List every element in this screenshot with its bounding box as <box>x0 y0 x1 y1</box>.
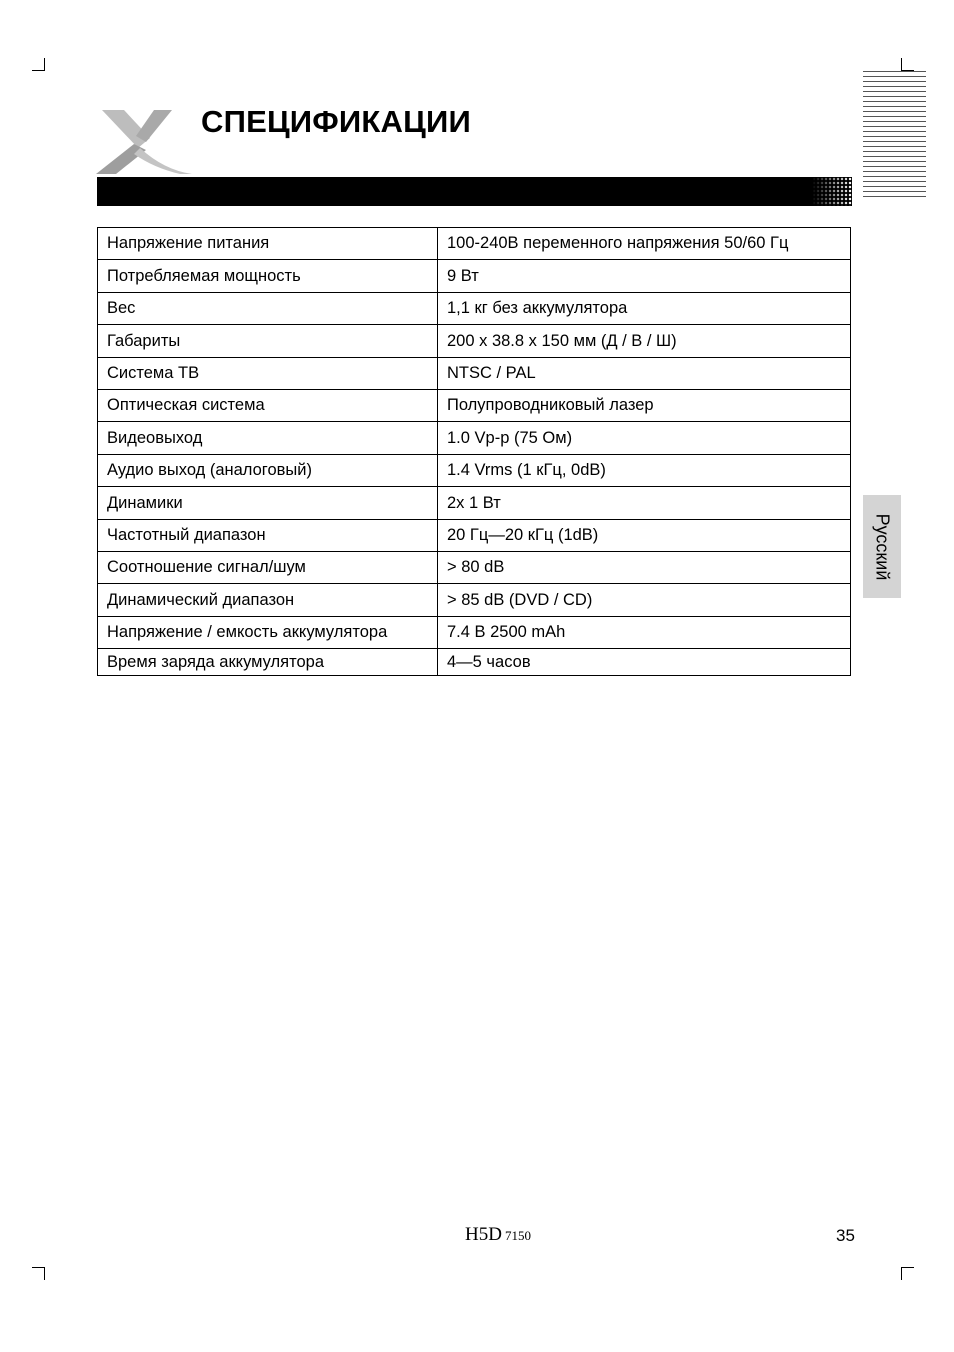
crop-mark-bottom-right <box>901 1267 914 1280</box>
spec-value: 7.4 В 2500 mAh <box>438 616 851 648</box>
spec-value: 100-240В переменного напряжения 50/60 Гц <box>438 228 851 260</box>
spec-value: 2x 1 Вт <box>438 487 851 519</box>
crop-mark-top-right <box>901 58 914 71</box>
specifications-table <box>97 227 851 676</box>
spec-value: NTSC / PAL <box>438 357 851 389</box>
spec-name: Динамики <box>98 487 438 519</box>
spec-value: 20 Гц—20 кГц (1dB) <box>438 519 851 551</box>
crop-mark-bottom-left <box>32 1267 45 1280</box>
table-row <box>98 389 851 421</box>
footer-model <box>465 1224 531 1246</box>
table-row <box>98 422 851 454</box>
table-row <box>98 454 851 486</box>
spec-value: 9 Вт <box>438 260 851 292</box>
spec-name: Динамический диапазон <box>98 584 438 616</box>
spec-name: Система ТВ <box>98 357 438 389</box>
spec-value: > 80 dB <box>438 551 851 583</box>
spec-value: 200 x 38.8 x 150 мм (Д / В / Ш) <box>438 325 851 357</box>
table-row <box>98 616 851 648</box>
table-row <box>98 228 851 260</box>
table-row <box>98 260 851 292</box>
spec-name: Оптическая система <box>98 389 438 421</box>
spec-name: Видеовыход <box>98 422 438 454</box>
spec-value: > 85 dB (DVD / CD) <box>438 584 851 616</box>
header-bar-dots <box>812 177 852 206</box>
spec-name: Соотношение сигнал/шум <box>98 551 438 583</box>
spec-name: Частотный диапазон <box>98 519 438 551</box>
spec-name: Напряжение / емкость аккумулятора <box>98 616 438 648</box>
page-title: СПЕЦИФИКАЦИИ <box>201 104 471 139</box>
spec-name: Напряжение питания <box>98 228 438 260</box>
language-tab <box>863 495 901 598</box>
table-row <box>98 357 851 389</box>
spec-name: Потребляемая мощность <box>98 260 438 292</box>
table-row <box>98 519 851 551</box>
spec-value: 1.4 Vrms (1 кГц, 0dB) <box>438 454 851 486</box>
decorative-stripes <box>863 71 926 199</box>
spec-name: Время заряда аккумулятора <box>98 649 438 676</box>
spec-value: Полупроводниковый лазер <box>438 389 851 421</box>
spec-value: 1,1 кг без аккумулятора <box>438 292 851 324</box>
page-number: 35 <box>836 1226 855 1245</box>
spec-value: 1.0 Vp-p (75 Ом) <box>438 422 851 454</box>
footer-model-number: 7150 <box>504 1228 531 1243</box>
header-bar <box>97 177 852 206</box>
table-row <box>98 584 851 616</box>
language-tab-label: Русский <box>872 513 893 580</box>
footer-model-name: H5D <box>465 1224 502 1245</box>
spec-name: Вес <box>98 292 438 324</box>
x-logo-icon <box>94 108 194 176</box>
spec-name: Аудио выход (аналоговый) <box>98 454 438 486</box>
table-row <box>98 292 851 324</box>
table-row <box>98 551 851 583</box>
table-row <box>98 487 851 519</box>
spec-value: 4—5 часов <box>438 649 851 676</box>
crop-mark-top-left <box>32 58 45 71</box>
spec-name: Габариты <box>98 325 438 357</box>
table-row <box>98 325 851 357</box>
table-row <box>98 649 851 676</box>
